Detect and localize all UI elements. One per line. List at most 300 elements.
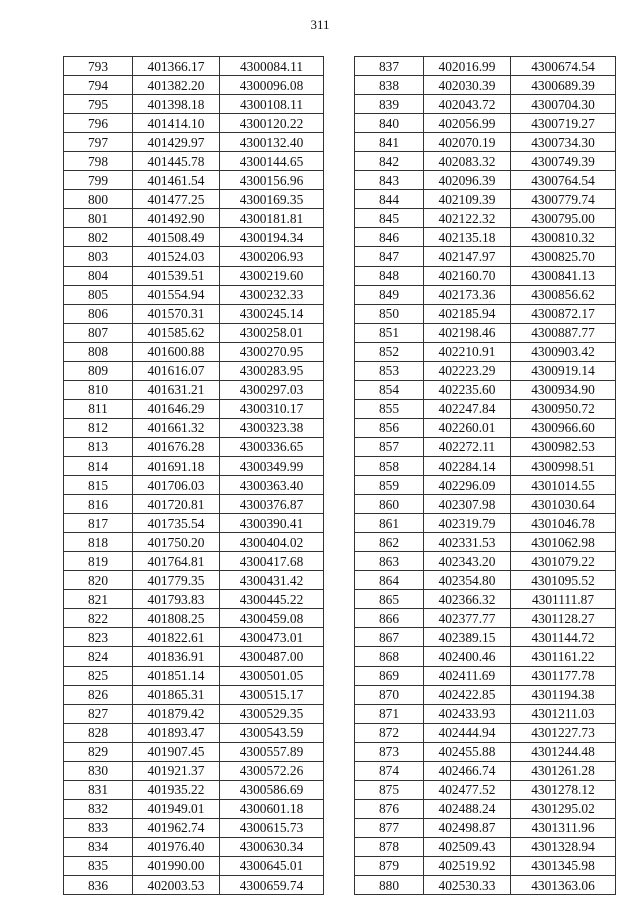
- x-coordinate-cell: 401720.81: [133, 495, 220, 514]
- table-row: [355, 95, 616, 114]
- y-coordinate-cell: 4301194.38: [511, 685, 616, 704]
- table-row: [64, 799, 324, 818]
- point-number-cell: 820: [64, 571, 133, 590]
- x-coordinate-cell: 401706.03: [133, 476, 220, 495]
- x-coordinate-cell: 401461.54: [133, 171, 220, 190]
- table-row: [64, 76, 324, 95]
- y-coordinate-cell: 4300887.77: [511, 323, 616, 342]
- x-coordinate-cell: 402433.93: [424, 704, 511, 723]
- point-number-cell: 818: [64, 533, 133, 552]
- x-coordinate-cell: 402173.36: [424, 285, 511, 304]
- x-coordinate-cell: 402354.80: [424, 571, 511, 590]
- y-coordinate-cell: 4300704.30: [511, 95, 616, 114]
- table-row: [64, 704, 324, 723]
- point-number-cell: 838: [355, 76, 424, 95]
- table-row: [355, 209, 616, 228]
- point-number-cell: 828: [64, 723, 133, 742]
- y-coordinate-cell: 4300557.89: [220, 742, 324, 761]
- table-row: [64, 95, 324, 114]
- point-number-cell: 845: [355, 209, 424, 228]
- point-number-cell: 842: [355, 152, 424, 171]
- x-coordinate-cell: 402477.52: [424, 780, 511, 799]
- table-row: [64, 190, 324, 209]
- y-coordinate-cell: 4300169.35: [220, 190, 324, 209]
- x-coordinate-cell: 402400.46: [424, 647, 511, 666]
- y-coordinate-cell: 4300323.38: [220, 418, 324, 437]
- point-number-cell: 824: [64, 647, 133, 666]
- x-coordinate-cell: 402210.91: [424, 342, 511, 361]
- point-number-cell: 815: [64, 476, 133, 495]
- table-row: [64, 57, 324, 76]
- y-coordinate-cell: 4300950.72: [511, 399, 616, 418]
- y-coordinate-cell: 4300144.65: [220, 152, 324, 171]
- x-coordinate-cell: 402530.33: [424, 876, 511, 895]
- y-coordinate-cell: 4300501.05: [220, 666, 324, 685]
- point-number-cell: 850: [355, 304, 424, 323]
- x-coordinate-cell: 402498.87: [424, 818, 511, 837]
- x-coordinate-cell: 402296.09: [424, 476, 511, 495]
- x-coordinate-cell: 401949.01: [133, 799, 220, 818]
- x-coordinate-cell: 401382.20: [133, 76, 220, 95]
- point-number-cell: 800: [64, 190, 133, 209]
- table-row: [64, 380, 324, 399]
- table-row: [355, 704, 616, 723]
- x-coordinate-cell: 401600.88: [133, 342, 220, 361]
- y-coordinate-cell: 4300734.30: [511, 133, 616, 152]
- point-number-cell: 849: [355, 285, 424, 304]
- y-coordinate-cell: 4301144.72: [511, 628, 616, 647]
- coordinates-table-left: [63, 56, 324, 895]
- point-number-cell: 829: [64, 742, 133, 761]
- table-row: [64, 228, 324, 247]
- y-coordinate-cell: 4300363.40: [220, 476, 324, 495]
- y-coordinate-cell: 4300934.90: [511, 380, 616, 399]
- table-row: [355, 152, 616, 171]
- point-number-cell: 871: [355, 704, 424, 723]
- y-coordinate-cell: 4300872.17: [511, 304, 616, 323]
- point-number-cell: 854: [355, 380, 424, 399]
- table-row: [355, 628, 616, 647]
- table-row: [355, 723, 616, 742]
- y-coordinate-cell: 4300515.17: [220, 685, 324, 704]
- x-coordinate-cell: 402284.14: [424, 456, 511, 475]
- point-number-cell: 880: [355, 876, 424, 895]
- table-row: [355, 285, 616, 304]
- x-coordinate-cell: 401676.28: [133, 437, 220, 456]
- table-row: [355, 666, 616, 685]
- point-number-cell: 799: [64, 171, 133, 190]
- table-row: [64, 609, 324, 628]
- table-row: [64, 266, 324, 285]
- x-coordinate-cell: 401764.81: [133, 552, 220, 571]
- table-row: [64, 152, 324, 171]
- point-number-cell: 823: [64, 628, 133, 647]
- y-coordinate-cell: 4301014.55: [511, 476, 616, 495]
- y-coordinate-cell: 4301244.48: [511, 742, 616, 761]
- table-row: [64, 723, 324, 742]
- table-row: [355, 247, 616, 266]
- x-coordinate-cell: 402198.46: [424, 323, 511, 342]
- y-coordinate-cell: 4301363.06: [511, 876, 616, 895]
- y-coordinate-cell: 4300310.17: [220, 399, 324, 418]
- y-coordinate-cell: 4301161.22: [511, 647, 616, 666]
- point-number-cell: 794: [64, 76, 133, 95]
- y-coordinate-cell: 4300689.39: [511, 76, 616, 95]
- table-row: [355, 228, 616, 247]
- x-coordinate-cell: 402519.92: [424, 856, 511, 875]
- table-row: [64, 342, 324, 361]
- y-coordinate-cell: 4300982.53: [511, 437, 616, 456]
- point-number-cell: 859: [355, 476, 424, 495]
- point-number-cell: 812: [64, 418, 133, 437]
- y-coordinate-cell: 4300297.03: [220, 380, 324, 399]
- x-coordinate-cell: 402377.77: [424, 609, 511, 628]
- point-number-cell: 864: [355, 571, 424, 590]
- point-number-cell: 817: [64, 514, 133, 533]
- table-row: [355, 647, 616, 666]
- y-coordinate-cell: 4301328.94: [511, 837, 616, 856]
- point-number-cell: 810: [64, 380, 133, 399]
- y-coordinate-cell: 4301046.78: [511, 514, 616, 533]
- table-row: [64, 647, 324, 666]
- y-coordinate-cell: 4300529.35: [220, 704, 324, 723]
- point-number-cell: 847: [355, 247, 424, 266]
- point-number-cell: 869: [355, 666, 424, 685]
- table-row: [355, 609, 616, 628]
- y-coordinate-cell: 4300719.27: [511, 114, 616, 133]
- y-coordinate-cell: 4300601.18: [220, 799, 324, 818]
- y-coordinate-cell: 4300966.60: [511, 418, 616, 437]
- x-coordinate-cell: 401661.32: [133, 418, 220, 437]
- x-coordinate-cell: 401570.31: [133, 304, 220, 323]
- x-coordinate-cell: 402056.99: [424, 114, 511, 133]
- x-coordinate-cell: 401646.29: [133, 399, 220, 418]
- point-number-cell: 802: [64, 228, 133, 247]
- table-row: [355, 818, 616, 837]
- table-body: [355, 57, 616, 895]
- point-number-cell: 801: [64, 209, 133, 228]
- table-row: [64, 856, 324, 875]
- y-coordinate-cell: 4300459.08: [220, 609, 324, 628]
- y-coordinate-cell: 4300572.26: [220, 761, 324, 780]
- table-row: [355, 171, 616, 190]
- y-coordinate-cell: 4300283.95: [220, 361, 324, 380]
- point-number-cell: 863: [355, 552, 424, 571]
- table-row: [355, 837, 616, 856]
- x-coordinate-cell: 402260.01: [424, 418, 511, 437]
- table-row: [355, 342, 616, 361]
- table-row: [355, 476, 616, 495]
- table-row: [64, 876, 324, 895]
- x-coordinate-cell: 402147.97: [424, 247, 511, 266]
- point-number-cell: 804: [64, 266, 133, 285]
- y-coordinate-cell: 4300120.22: [220, 114, 324, 133]
- x-coordinate-cell: 402488.24: [424, 799, 511, 818]
- point-number-cell: 855: [355, 399, 424, 418]
- y-coordinate-cell: 4300445.22: [220, 590, 324, 609]
- table-row: [64, 361, 324, 380]
- table-row: [64, 476, 324, 495]
- y-coordinate-cell: 4300431.42: [220, 571, 324, 590]
- x-coordinate-cell: 401524.03: [133, 247, 220, 266]
- table-row: [355, 856, 616, 875]
- y-coordinate-cell: 4301261.28: [511, 761, 616, 780]
- x-coordinate-cell: 401429.97: [133, 133, 220, 152]
- y-coordinate-cell: 4301227.73: [511, 723, 616, 742]
- point-number-cell: 872: [355, 723, 424, 742]
- y-coordinate-cell: 4300856.62: [511, 285, 616, 304]
- table-row: [64, 495, 324, 514]
- x-coordinate-cell: 402319.79: [424, 514, 511, 533]
- x-coordinate-cell: 402411.69: [424, 666, 511, 685]
- x-coordinate-cell: 401691.18: [133, 456, 220, 475]
- y-coordinate-cell: 4301345.98: [511, 856, 616, 875]
- point-number-cell: 836: [64, 876, 133, 895]
- x-coordinate-cell: 401735.54: [133, 514, 220, 533]
- y-coordinate-cell: 4301111.87: [511, 590, 616, 609]
- point-number-cell: 876: [355, 799, 424, 818]
- table-row: [355, 742, 616, 761]
- y-coordinate-cell: 4300764.54: [511, 171, 616, 190]
- point-number-cell: 798: [64, 152, 133, 171]
- point-number-cell: 848: [355, 266, 424, 285]
- coordinates-table-right: [354, 56, 616, 895]
- point-number-cell: 830: [64, 761, 133, 780]
- table-row: [64, 456, 324, 475]
- table-row: [355, 876, 616, 895]
- x-coordinate-cell: 401492.90: [133, 209, 220, 228]
- y-coordinate-cell: 4300903.42: [511, 342, 616, 361]
- y-coordinate-cell: 4301095.52: [511, 571, 616, 590]
- point-number-cell: 805: [64, 285, 133, 304]
- point-number-cell: 826: [64, 685, 133, 704]
- table-row: [64, 304, 324, 323]
- point-number-cell: 874: [355, 761, 424, 780]
- table-row: [64, 418, 324, 437]
- y-coordinate-cell: 4300096.08: [220, 76, 324, 95]
- x-coordinate-cell: 401879.42: [133, 704, 220, 723]
- y-coordinate-cell: 4300998.51: [511, 456, 616, 475]
- x-coordinate-cell: 401921.37: [133, 761, 220, 780]
- x-coordinate-cell: 401836.91: [133, 647, 220, 666]
- table-row: [355, 685, 616, 704]
- x-coordinate-cell: 401822.61: [133, 628, 220, 647]
- x-coordinate-cell: 401976.40: [133, 837, 220, 856]
- x-coordinate-cell: 401865.31: [133, 685, 220, 704]
- table-row: [355, 323, 616, 342]
- x-coordinate-cell: 402160.70: [424, 266, 511, 285]
- table-row: [355, 418, 616, 437]
- point-number-cell: 857: [355, 437, 424, 456]
- point-number-cell: 795: [64, 95, 133, 114]
- x-coordinate-cell: 402343.20: [424, 552, 511, 571]
- table-row: [64, 533, 324, 552]
- table-row: [355, 590, 616, 609]
- point-number-cell: 843: [355, 171, 424, 190]
- point-number-cell: 844: [355, 190, 424, 209]
- x-coordinate-cell: 401793.83: [133, 590, 220, 609]
- table-row: [355, 456, 616, 475]
- x-coordinate-cell: 401585.62: [133, 323, 220, 342]
- y-coordinate-cell: 4300194.34: [220, 228, 324, 247]
- table-row: [355, 361, 616, 380]
- table-row: [355, 190, 616, 209]
- x-coordinate-cell: 401779.35: [133, 571, 220, 590]
- x-coordinate-cell: 401935.22: [133, 780, 220, 799]
- x-coordinate-cell: 402455.88: [424, 742, 511, 761]
- y-coordinate-cell: 4300349.99: [220, 456, 324, 475]
- table-row: [355, 514, 616, 533]
- point-number-cell: 809: [64, 361, 133, 380]
- point-number-cell: 821: [64, 590, 133, 609]
- point-number-cell: 862: [355, 533, 424, 552]
- y-coordinate-cell: 4300336.65: [220, 437, 324, 456]
- point-number-cell: 808: [64, 342, 133, 361]
- table-row: [64, 590, 324, 609]
- point-number-cell: 852: [355, 342, 424, 361]
- x-coordinate-cell: 402466.74: [424, 761, 511, 780]
- point-number-cell: 816: [64, 495, 133, 514]
- y-coordinate-cell: 4300919.14: [511, 361, 616, 380]
- x-coordinate-cell: 402109.39: [424, 190, 511, 209]
- x-coordinate-cell: 401539.51: [133, 266, 220, 285]
- point-number-cell: 865: [355, 590, 424, 609]
- point-number-cell: 832: [64, 799, 133, 818]
- point-number-cell: 868: [355, 647, 424, 666]
- x-coordinate-cell: 402122.32: [424, 209, 511, 228]
- point-number-cell: 839: [355, 95, 424, 114]
- point-number-cell: 825: [64, 666, 133, 685]
- y-coordinate-cell: 4300543.59: [220, 723, 324, 742]
- y-coordinate-cell: 4301062.98: [511, 533, 616, 552]
- y-coordinate-cell: 4300779.74: [511, 190, 616, 209]
- table-row: [64, 837, 324, 856]
- x-coordinate-cell: 402235.60: [424, 380, 511, 399]
- point-number-cell: 846: [355, 228, 424, 247]
- table-row: [64, 285, 324, 304]
- point-number-cell: 853: [355, 361, 424, 380]
- point-number-cell: 873: [355, 742, 424, 761]
- x-coordinate-cell: 401477.25: [133, 190, 220, 209]
- x-coordinate-cell: 402070.19: [424, 133, 511, 152]
- table-row: [355, 76, 616, 95]
- point-number-cell: 835: [64, 856, 133, 875]
- y-coordinate-cell: 4301278.12: [511, 780, 616, 799]
- x-coordinate-cell: 402247.84: [424, 399, 511, 418]
- table-row: [355, 304, 616, 323]
- x-coordinate-cell: 401366.17: [133, 57, 220, 76]
- table-row: [64, 514, 324, 533]
- table-row: [64, 399, 324, 418]
- x-coordinate-cell: 402422.85: [424, 685, 511, 704]
- point-number-cell: 858: [355, 456, 424, 475]
- point-number-cell: 806: [64, 304, 133, 323]
- table-row: [355, 57, 616, 76]
- point-number-cell: 837: [355, 57, 424, 76]
- table-row: [64, 571, 324, 590]
- table-row: [64, 114, 324, 133]
- y-coordinate-cell: 4300376.87: [220, 495, 324, 514]
- table-row: [355, 266, 616, 285]
- table-row: [355, 495, 616, 514]
- y-coordinate-cell: 4300232.33: [220, 285, 324, 304]
- point-number-cell: 875: [355, 780, 424, 799]
- x-coordinate-cell: 401990.00: [133, 856, 220, 875]
- table-row: [355, 437, 616, 456]
- y-coordinate-cell: 4300270.95: [220, 342, 324, 361]
- y-coordinate-cell: 4300615.73: [220, 818, 324, 837]
- table-row: [64, 247, 324, 266]
- x-coordinate-cell: 402331.53: [424, 533, 511, 552]
- y-coordinate-cell: 4300181.81: [220, 209, 324, 228]
- point-number-cell: 861: [355, 514, 424, 533]
- x-coordinate-cell: 402366.32: [424, 590, 511, 609]
- x-coordinate-cell: 402096.39: [424, 171, 511, 190]
- point-number-cell: 851: [355, 323, 424, 342]
- x-coordinate-cell: 402043.72: [424, 95, 511, 114]
- y-coordinate-cell: 4300108.11: [220, 95, 324, 114]
- point-number-cell: 831: [64, 780, 133, 799]
- x-coordinate-cell: 401414.10: [133, 114, 220, 133]
- table-row: [64, 780, 324, 799]
- point-number-cell: 796: [64, 114, 133, 133]
- table-body: [64, 57, 324, 895]
- table-row: [64, 761, 324, 780]
- table-row: [64, 818, 324, 837]
- y-coordinate-cell: 4300841.13: [511, 266, 616, 285]
- y-coordinate-cell: 4300245.14: [220, 304, 324, 323]
- point-number-cell: 841: [355, 133, 424, 152]
- y-coordinate-cell: 4300487.00: [220, 647, 324, 666]
- x-coordinate-cell: 401962.74: [133, 818, 220, 837]
- y-coordinate-cell: 4300645.01: [220, 856, 324, 875]
- table-row: [64, 209, 324, 228]
- x-coordinate-cell: 402016.99: [424, 57, 511, 76]
- y-coordinate-cell: 4300156.96: [220, 171, 324, 190]
- table-row: [64, 742, 324, 761]
- y-coordinate-cell: 4300132.40: [220, 133, 324, 152]
- point-number-cell: 877: [355, 818, 424, 837]
- table-row: [355, 552, 616, 571]
- y-coordinate-cell: 4301211.03: [511, 704, 616, 723]
- table-row: [355, 799, 616, 818]
- x-coordinate-cell: 401808.25: [133, 609, 220, 628]
- x-coordinate-cell: 402135.18: [424, 228, 511, 247]
- x-coordinate-cell: 402444.94: [424, 723, 511, 742]
- table-row: [64, 133, 324, 152]
- point-number-cell: 807: [64, 323, 133, 342]
- table-row: [355, 114, 616, 133]
- point-number-cell: 797: [64, 133, 133, 152]
- x-coordinate-cell: 402389.15: [424, 628, 511, 647]
- table-row: [355, 571, 616, 590]
- table-row: [64, 552, 324, 571]
- point-number-cell: 840: [355, 114, 424, 133]
- table-row: [355, 761, 616, 780]
- y-coordinate-cell: 4301128.27: [511, 609, 616, 628]
- x-coordinate-cell: 402003.53: [133, 876, 220, 895]
- point-number-cell: 856: [355, 418, 424, 437]
- table-row: [64, 171, 324, 190]
- point-number-cell: 866: [355, 609, 424, 628]
- point-number-cell: 860: [355, 495, 424, 514]
- x-coordinate-cell: 401445.78: [133, 152, 220, 171]
- y-coordinate-cell: 4301079.22: [511, 552, 616, 571]
- x-coordinate-cell: 401893.47: [133, 723, 220, 742]
- x-coordinate-cell: 401631.21: [133, 380, 220, 399]
- table-row: [355, 533, 616, 552]
- y-coordinate-cell: 4300258.01: [220, 323, 324, 342]
